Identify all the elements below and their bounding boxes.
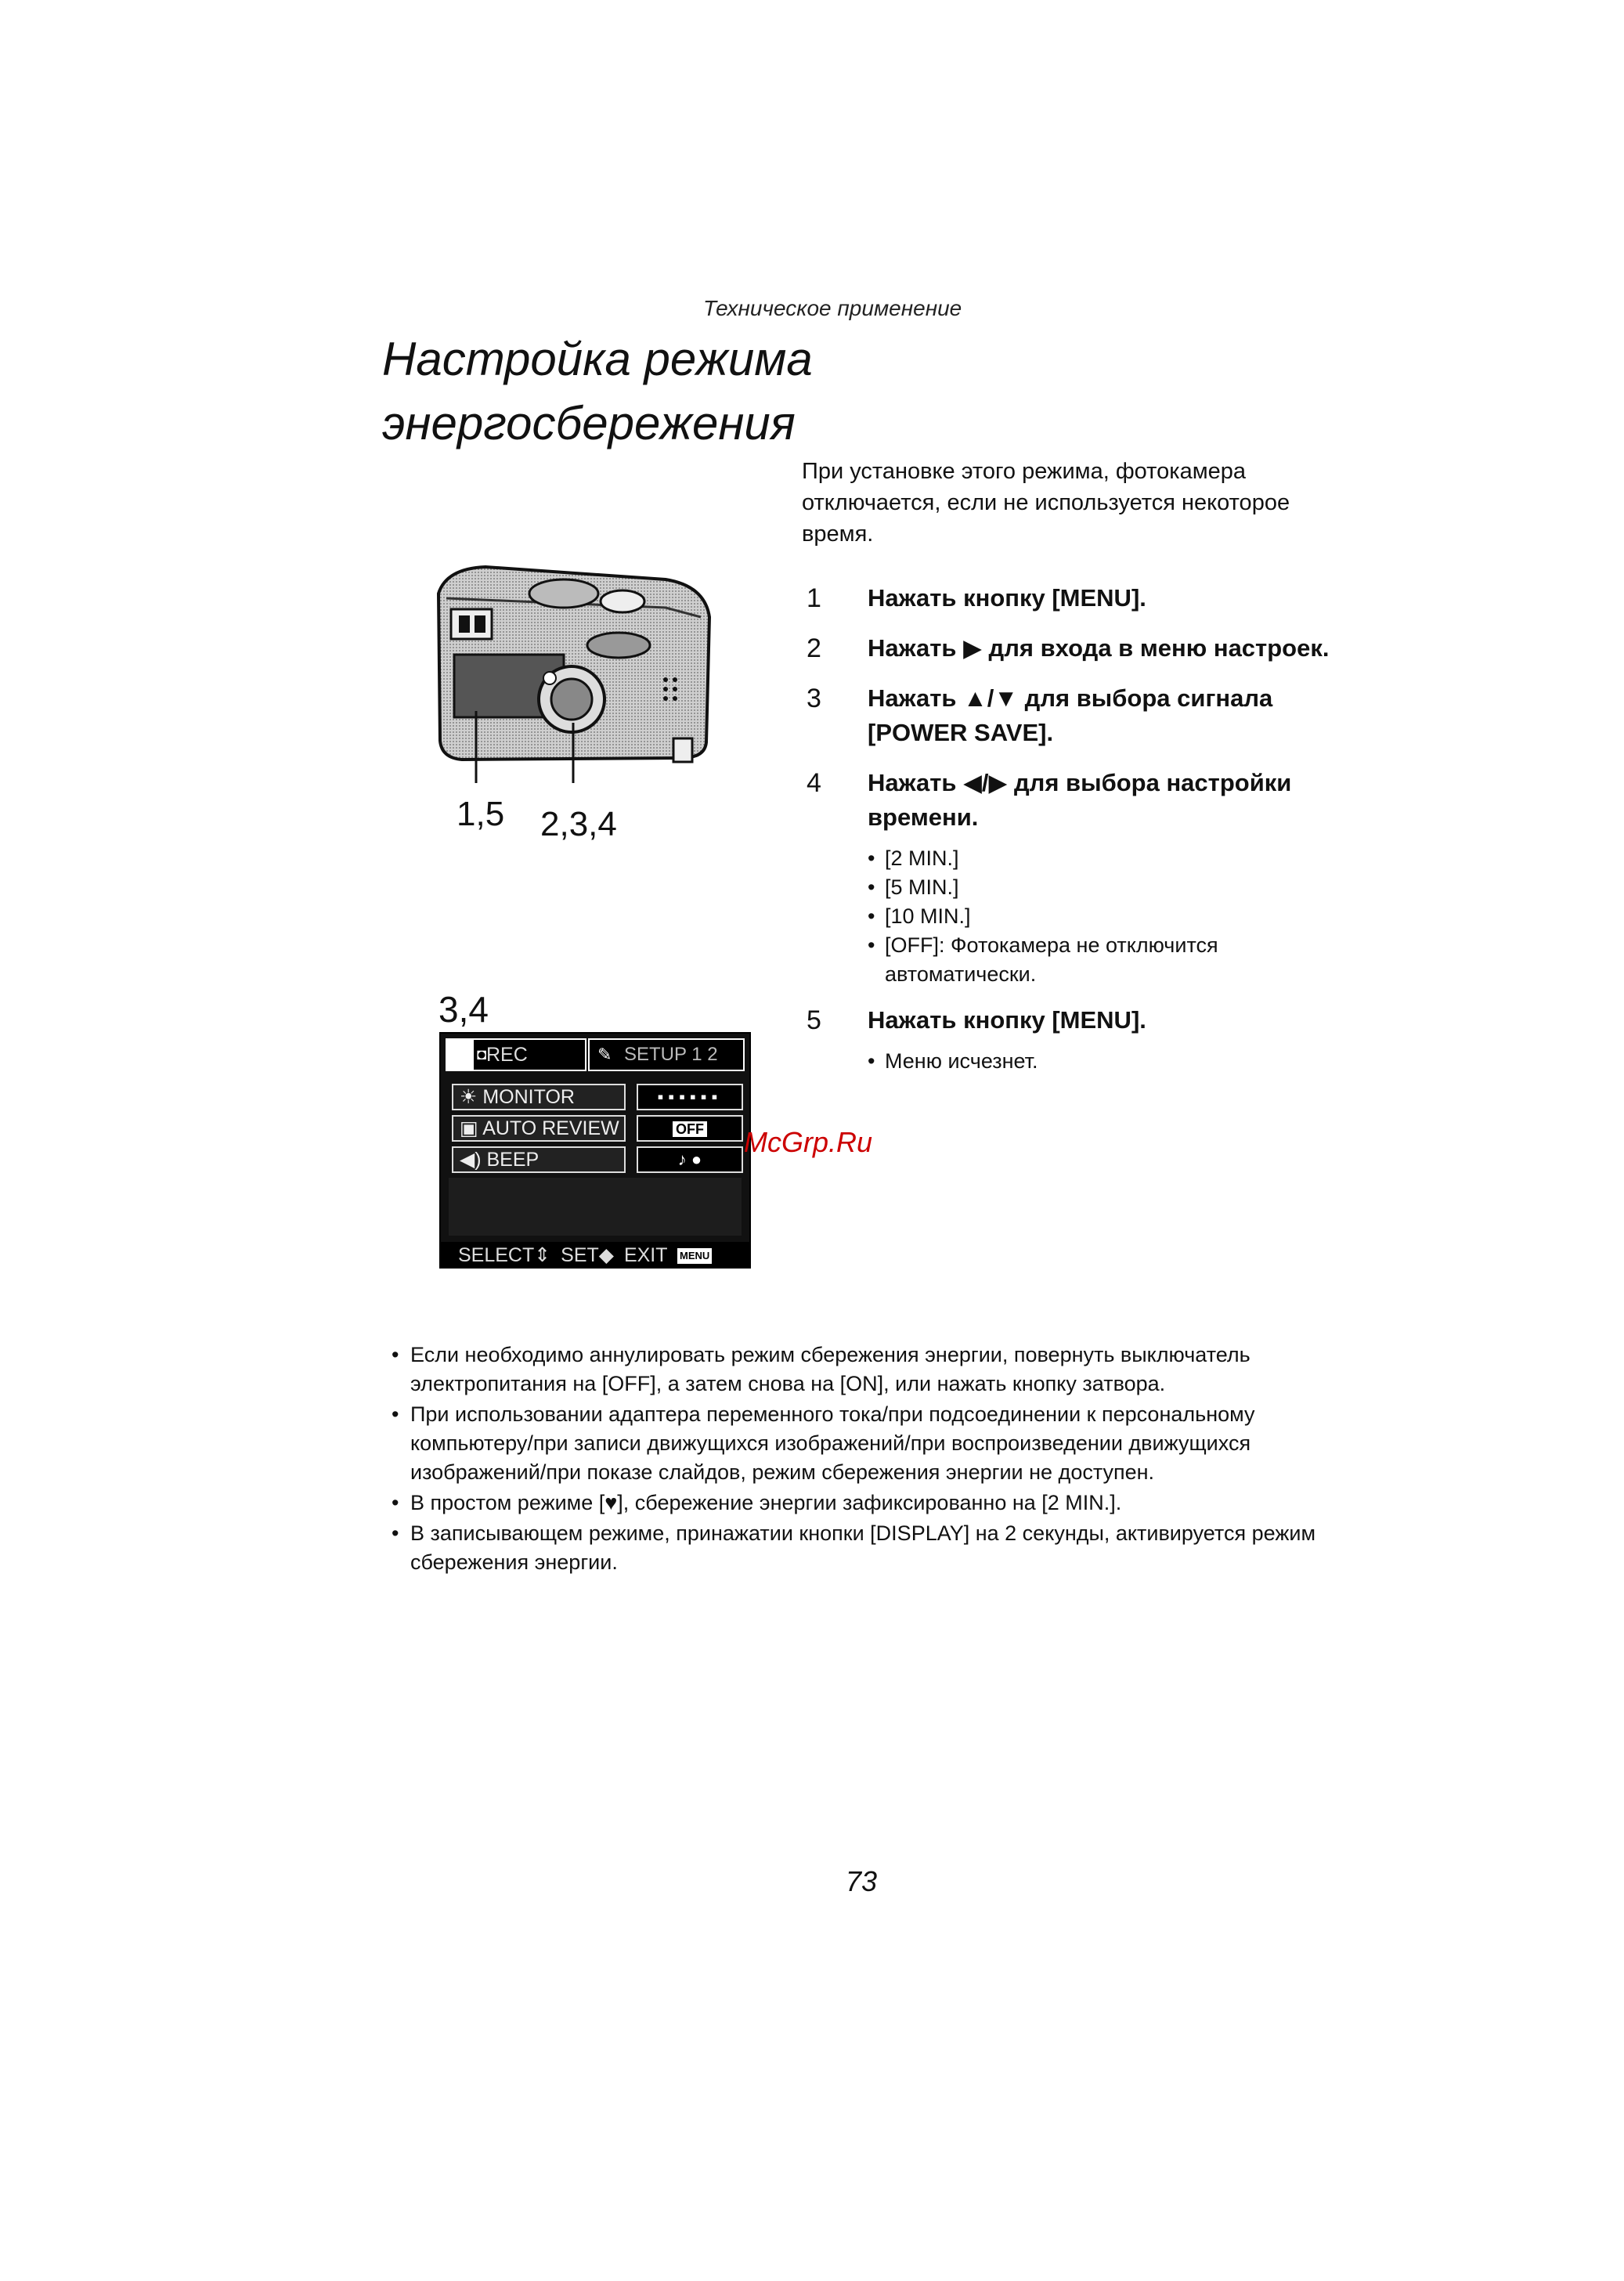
camera-icon: ◘ [477,1046,487,1063]
note-item: • В простом режиме [♥], сбережение энергии зафиксированно на [2 MIN.]. [392,1489,1331,1518]
list-item: • [5 MIN.] [868,873,1366,902]
monitor-level-bar [637,1084,743,1110]
step-text: Нажать кнопку [MENU]. [868,1006,1146,1034]
camera-menu-screen [439,1032,751,1269]
menu-row-auto-review: ▣ AUTO REVIEW [452,1115,626,1142]
volume-icon: ♪ ● [677,1150,702,1169]
step-text: Нажать ◀/▶ для выбора настройки времени. [868,769,1292,831]
auto-review-value: OFF [637,1115,743,1142]
tab-setup: ✎ SETUP 1 2 [588,1038,745,1071]
step-4-options [802,844,1366,989]
step-5 [802,1003,1366,1038]
review-icon: ▣ [460,1117,483,1139]
menu-footer: SELECT⇕ SET◆ EXIT MENU [441,1242,749,1269]
steps-list [802,581,1366,1090]
step-text: Нажать ▲/▼ для выбора сигнала [POWER SAVE]. [868,684,1273,746]
section-label: Техническое применение [703,296,962,320]
menu-row-beep: ◀) BEEP [452,1146,626,1173]
intro-paragraph: При установке этого режима, фотокамера отключается, если не используется некоторое время. [802,459,1290,547]
step-number: 5 [807,1005,821,1035]
tab-rec: ◘ REC [446,1038,586,1071]
camera-callout-2-3-4: 2,3,4 [540,805,617,843]
note-item: • При использовании адаптера переменного тока/при подсоединении к персональному компьютеру/при записи движущихся изображений/при воспроизведении движущихся изображений/при показе слайдов, режим сбережения энергии не доступен. [392,1400,1331,1487]
page-title [382,327,813,456]
camera-callout-1-5: 1,5 [457,795,505,833]
step-3 [802,681,1366,750]
note-item: • В записывающем режиме, принажатии кнопки [DISPLAY] на 2 секунды, активируется режим сбережения энергии. [392,1519,1331,1577]
watermark: McGrp.Ru [744,1126,873,1158]
list-item: • [10 MIN.] [868,902,1366,931]
note-item: • Если необходимо аннулировать режим сбережения энергии, повернуть выключатель электропитания на [OFF], а затем снова на [ON], или нажать кнопку затвора. [392,1341,1331,1399]
title-line-2: энергосбережения [382,397,796,449]
step-number: 4 [807,768,821,798]
title-line-1: Настройка режима [382,333,813,385]
power-save-row-dimmed [449,1178,742,1236]
list-item: • [OFF]: Фотокамера не отключится автоматически. [868,931,1366,989]
step-5-notes [802,1047,1366,1076]
step-number: 1 [807,583,821,613]
step-1 [802,581,1366,615]
menu-tab-bar [446,1038,745,1071]
camera-illustration [431,562,720,789]
step-4 [802,766,1366,835]
brightness-icon: ☀ [460,1086,483,1108]
step-2 [802,631,1366,666]
level-scale-icon: ▪▪▪▪▪▪ [657,1087,723,1106]
menu-row-monitor: ☀ MONITOR [452,1084,626,1110]
list-item: • Меню исчезнет. [868,1047,1366,1076]
page-number: 73 [846,1865,878,1897]
step-number: 3 [807,684,821,713]
step-text: Нажать кнопку [MENU]. [868,584,1146,612]
speaker-icon: ◀) [460,1149,487,1171]
notes-list [392,1341,1331,1579]
wrench-icon: ✎ [597,1045,612,1064]
list-item: • [2 MIN.] [868,844,1366,873]
step-text: Нажать ▶ для входа в меню настроек. [868,634,1330,662]
beep-value [637,1146,743,1173]
screen-callout: 3,4 [438,989,489,1030]
menu-badge: MENU [677,1248,712,1264]
step-number: 2 [807,633,821,663]
